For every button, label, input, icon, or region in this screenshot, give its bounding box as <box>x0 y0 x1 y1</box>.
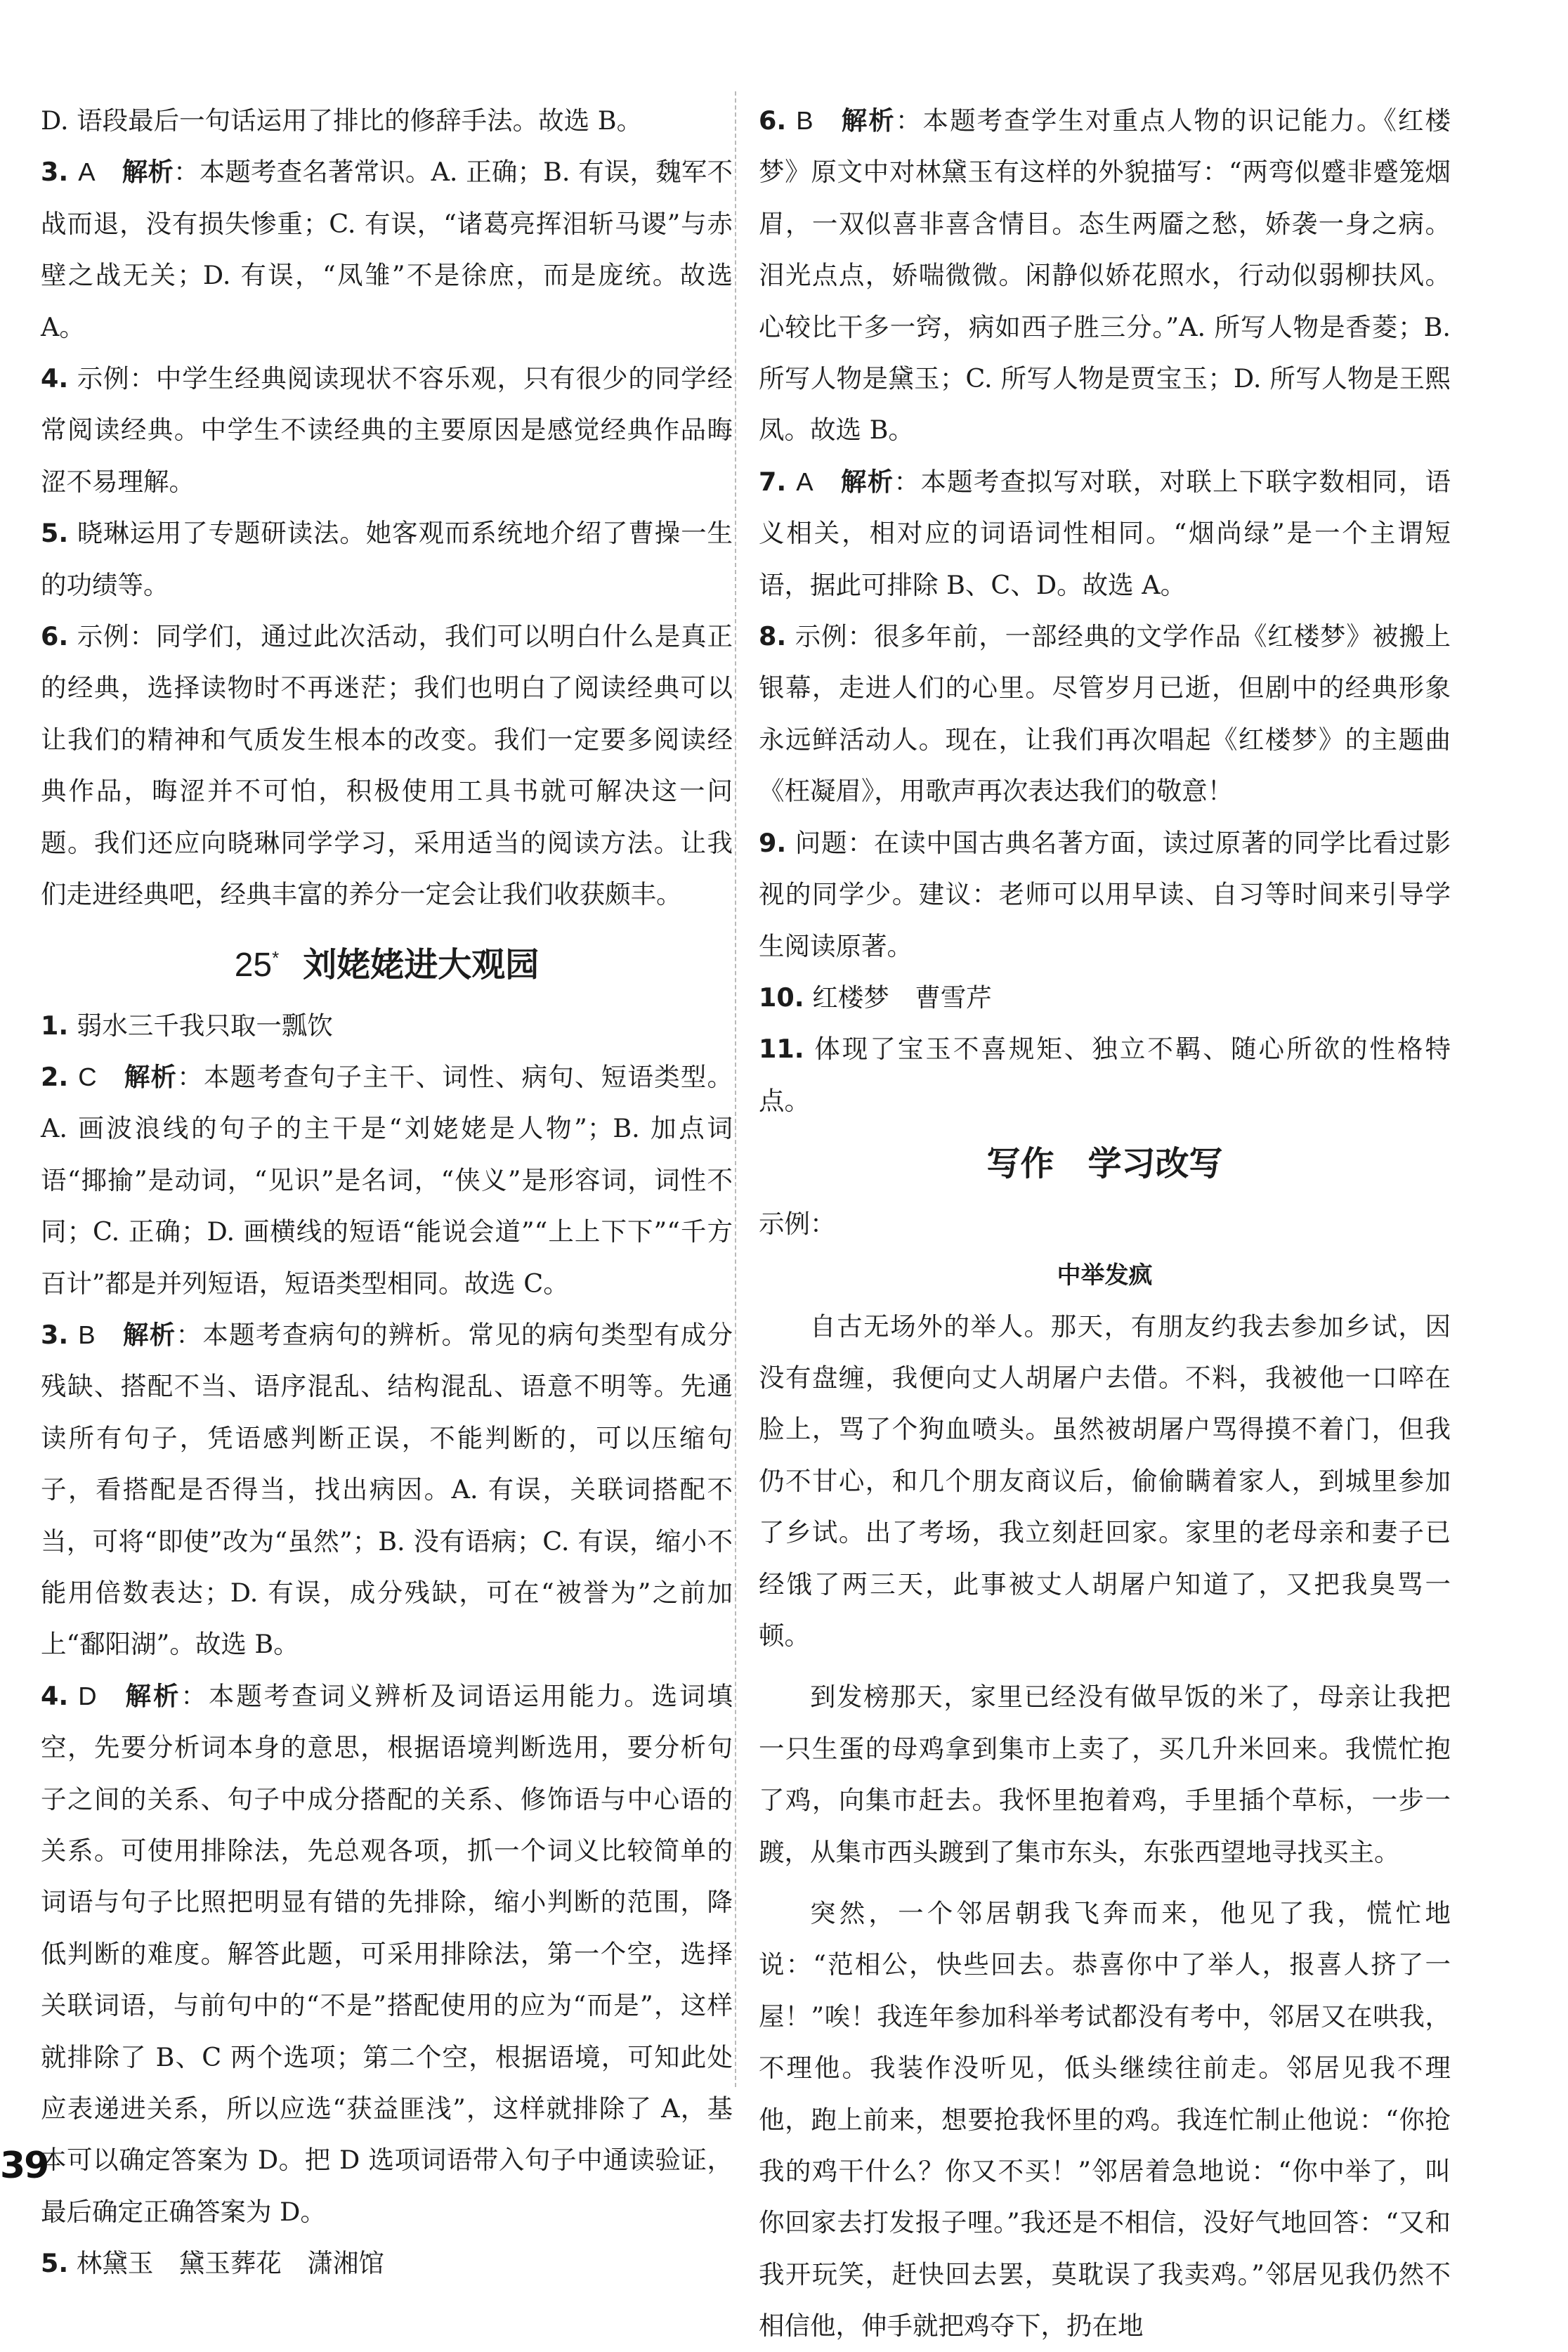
essay-paragraph: 到发榜那天，家里已经没有做早饭的米了，母亲让我把一只生蛋的母鸡拿到集市上卖了，买几升米回来。我慌忙抱了鸡，向集市赶去。我怀里抱着鸡，手里插个草标，一步一踱，从集市西头踱到了集市东头，东张西望地寻找买主。 <box>759 1682 1451 1867</box>
answer-item: 6. 示例：同学们，通过此次活动，我们可以明白什么是真正的经典，选择读物时不再迷茫；我们也明白了阅读经典可以让我们的精神和气质发生根本的改变。我们一定要多阅读经典作品，晦涩并不可怕，积极使用工具书就可解决这一问题。我们还应向晓琳同学学习，采用适当的阅读方法。让我们走进经典吧，经典丰富的养分一定会让我们收获颇丰。 <box>41 621 733 910</box>
answer-item: 1. 弱水三千我只取一瓢饮 <box>41 1010 333 1041</box>
example-label: 示例： <box>759 1209 836 1240</box>
answer-item: 5. 林黛玉 黛玉葬花 潇湘馆 <box>41 2248 384 2279</box>
essay-paragraph: 突然，一个邻居朝我飞奔而来，他见了我，慌忙地说：“范相公，快些回去。恭喜你中了举人，报喜人挤了一屋！”唉！我连年参加科举考试都没有考中，邻居又在哄我，不理他。我装作没听见，低头继续往前走。邻居见我不理他，跑上前来，想要抢我怀里的鸡。我连忙制止他说：“你抢我的鸡干什么？你又不买！”邻居着急地说：“你中举了，叫你回家去打发报子哩。”我还是不相信，没好气地回答：“又和我开玩笑，赶快回去罢，莫耽误了我卖鸡。”邻居见我仍然不相信他，伸手就把鸡夺下，扔在地 <box>759 1898 1451 2341</box>
right-column <box>759 95 1451 2352</box>
answer-item: 7. A 解析：本题考查拟写对联，对联上下联字数相同，语义相关，相对应的词语词性相同。“烟尚绿”是一个主谓短语，据此可排除 B、C、D。故选 A。 <box>759 466 1451 600</box>
essay-title: 中举发疯 <box>1057 1261 1153 1289</box>
essay-paragraph: 自古无场外的举人。那天，有朋友约我去参加乡试，因没有盘缠，我便向丈人胡屠户去借。不料，我被他一口啐在脸上，骂了个狗血喷头。虽然被胡屠户骂得摸不着门，但我仍不甘心，和几个朋友商议后，偷偷瞒着家人，到城里参加了乡试。出了考场，我立刻赶回家。家里的老母亲和妻子已经饿了两三天，此事被丈人胡屠户知道了，又把我臭骂一顿。 <box>759 1311 1451 1651</box>
answer-item: 2. C 解析：本题考查句子主干、词性、病句、短语类型。A. 画波浪线的句子的主干是“刘姥姥是人物”；B. 加点词语“揶揄”是动词，“见识”是名词，“侠义”是形容词，词性不同；C. 正确；D. 画横线的短语“能说会道”“上上下下”“千方百计”都是并列短语，短语类型相同。故选 C。 <box>41 1061 733 1299</box>
section-title-writing: 写作 学习改写 <box>986 1144 1223 1184</box>
answer-item: 3. A 解析：本题考查名著常识。A. 正确；B. 有误，魏军不战而退，没有损失惨重；C. 有误，“诸葛亮挥泪斩马谡”与赤壁之战无关；D. 有误，“凤雏”不是徐庶，而是庞统。故选 A。 <box>41 157 733 342</box>
page-number: 39 <box>0 2145 48 2187</box>
answer-item: 5. 晓琳运用了专题研读法。她客观而系统地介绍了曹操一生的功绩等。 <box>41 518 733 600</box>
answer-item: 3. B 解析：本题考查病句的辨析。常见的病句类型有成分残缺、搭配不当、语序混乱、结构混乱、语意不明等。先通读所有句子，凭语感判断正误，不能判断的，可以压缩句子，看搭配是否得当，找出病因。A. 有误，关联词搭配不当，可将“即使”改为“虽然”；B. 没有语病；C. 有误，缩小不能用倍数表达；D. 有误，成分残缺，可在“被誉为”之前加上“鄱阳湖”。故选 B。 <box>41 1319 733 1660</box>
left-column <box>41 95 733 2289</box>
answer-item: 4. D 解析：本题考查词义辨析及词语运用能力。选词填空，先要分析词本身的意思，根据语境判断选用，要分析句子之间的关系、句子中成分搭配的关系、修饰语与中心语的关系。可使用排除法，先总观各项，抓一个词义比较简单的词语与句子比照把明显有错的先排除，缩小判断的范围，降低判断的难度。解答此题，可采用排除法，第一个空，选择关联词语，与前句中的“不是”搭配使用的应为“而是”，这样就排除了 B、C 两个选项；第二个空，根据语境，可知此处应表递进关系，所以应选“获益匪浅”，这样就排除了 A，基本可以确定答案为 D。把 D 选项词语带入句子中通读验证，最后确定正确答案为 D。 <box>41 1680 733 2227</box>
answer-item: 4. 示例：中学生经典阅读现状不容乐观，只有很少的同学经常阅读经典。中学生不读经典的主要原因是感觉经典作品晦涩不易理解。 <box>41 363 733 497</box>
answer-item: 9. 问题：在读中国古典名著方面，读过原著的同学比看过影视的同学少。建议：老师可以用早读、自习等时间来引导学生阅读原著。 <box>759 827 1451 961</box>
answer-item: D. 语段最后一句话运用了排比的修辞手法。故选 B。 <box>41 105 643 136</box>
answer-item: 10. 红楼梦 曹雪芹 <box>759 982 992 1013</box>
answer-item: 6. B 解析：本题考查学生对重点人物的识记能力。《红楼梦》原文中对林黛玉有这样的外貌描写：“两弯似蹙非蹙笼烟眉，一双似喜非喜含情目。态生两靥之愁，娇袭一身之病。泪光点点，娇喘微微。闲静似娇花照水，行动似弱柳扶风。心较比干多一窍，病如西子胜三分。”A. 所写人物是香菱；B. 所写人物是黛玉；C. 所写人物是贾宝玉；D. 所写人物是王熙凤。故选 B。 <box>759 105 1451 446</box>
answer-item: 11. 体现了宝玉不喜规矩、独立不羁、随心所欲的性格特点。 <box>759 1034 1451 1116</box>
column-divider <box>735 91 736 2087</box>
section-title-25: 25* 刘姥姥进大观园 <box>234 944 540 985</box>
answer-item: 8. 示例：很多年前，一部经典的文学作品《红楼梦》被搬上银幕，走进人们的心里。尽管岁月已逝，但剧中的经典形象永远鲜活动人。现在，让我们再次唱起《红楼梦》的主题曲《枉凝眉》，用歌声再次表达我们的敬意！ <box>759 621 1451 807</box>
